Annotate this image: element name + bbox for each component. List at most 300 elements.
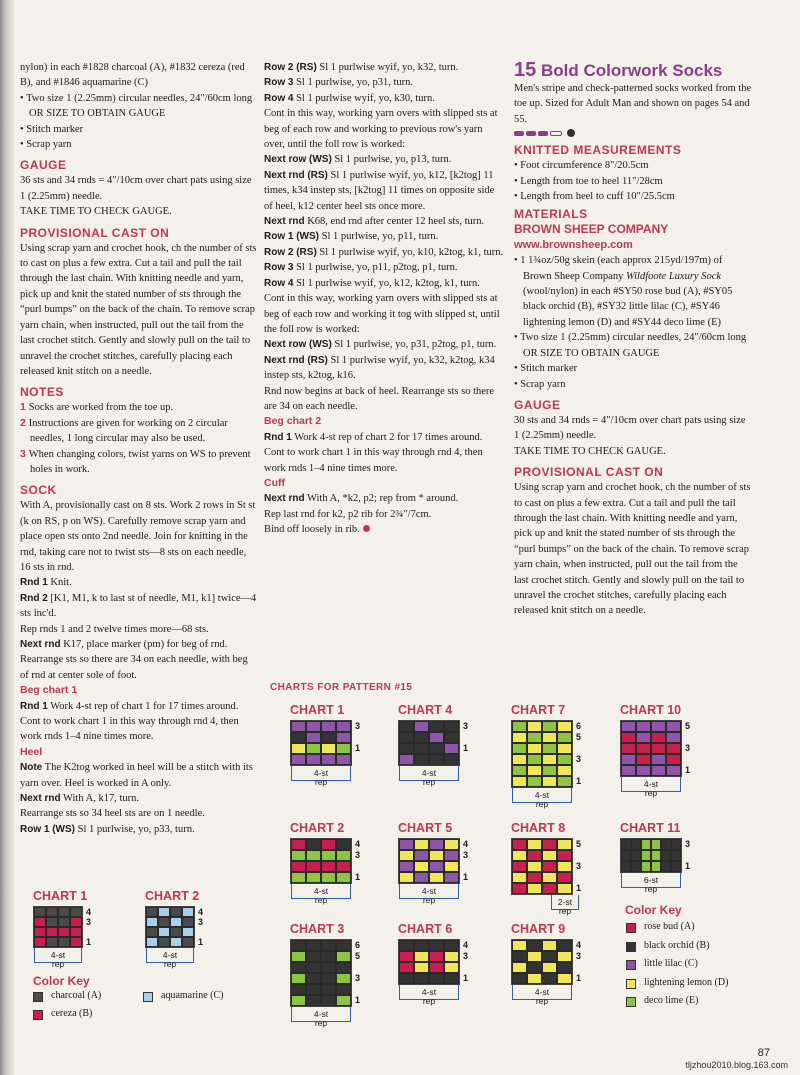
c4-row-label: 1 <box>463 743 469 753</box>
c11-grid <box>620 838 682 873</box>
chart-cell <box>429 732 444 743</box>
chart-cell <box>306 861 321 872</box>
c6-grid <box>398 939 460 985</box>
measure-toe-heel: • Length from toe to heel 11"/28cm <box>514 175 663 187</box>
chart-cell <box>321 973 336 984</box>
c11-title: CHART 11 <box>620 821 681 835</box>
chart-cell <box>641 850 651 861</box>
chart-cell <box>399 940 414 951</box>
c9-rep-label: 4-st <box>534 987 550 997</box>
chart-cell <box>661 850 671 861</box>
chart-cell <box>527 850 542 861</box>
chart-cell <box>336 984 351 995</box>
chart-cell <box>542 732 557 743</box>
chart-cell <box>321 962 336 973</box>
c1-row-label: 1 <box>355 743 361 753</box>
chart-cell <box>158 907 170 917</box>
chart-cell <box>542 872 557 883</box>
beg-chart2-heading: Beg chart 2 <box>264 415 322 428</box>
rnd-1: Rnd 1 Knit. <box>20 577 72 589</box>
chart-cell <box>621 861 631 872</box>
chart-cell <box>636 743 651 754</box>
chart-cell <box>399 754 414 765</box>
c9-row-label: 4 <box>576 940 582 950</box>
chart-cell <box>321 995 336 1006</box>
l2-rep-label: 4-st <box>162 950 178 960</box>
chart-cell <box>34 937 46 947</box>
c7-rep-label: 4-st <box>534 790 550 800</box>
materials-marker: • Stitch marker <box>20 123 84 135</box>
chart-cell <box>651 721 666 732</box>
beg-chart1-heading: Beg chart 1 <box>20 684 78 697</box>
chart-cell <box>46 917 58 927</box>
c10-rep-word: rep <box>644 788 658 798</box>
gauge-text: 36 sts and 34 rnds = 4"/10cm over chart pats using size 1 (2.25mm) needle. <box>20 175 252 202</box>
note-3: 3 When changing colors, twist yarns on WS to prevent holes in work. <box>20 447 251 475</box>
chart-cell <box>666 743 681 754</box>
materials-yarn: • 1 1¾oz/50g skein (each approx 215yd/197m) of Brown Sheep Company Wildfoote Luxury Sock (wool/nylon) in each #SY50 rose bud (A), #SY05 black orchid (B), #SY32 little lilac (C), #SY46 lightening lemon (D) and #SY44 deco lime (E) <box>514 255 733 328</box>
c5-grid <box>398 838 460 884</box>
heel-next-row-ws: Next row (WS) Sl 1 purlwise, yo, p13, turn. <box>264 154 452 166</box>
c5-row-label: 4 <box>463 839 469 849</box>
chart-cell <box>306 995 321 1006</box>
chart-cell <box>414 951 429 962</box>
chart-cell <box>46 937 58 947</box>
chart-cell <box>291 995 306 1006</box>
chart-cell <box>321 951 336 962</box>
chart-cell <box>321 732 336 743</box>
gauge-heading-2: GAUGE <box>514 397 561 412</box>
chart-cell <box>444 732 459 743</box>
c4-grid <box>398 720 460 766</box>
c7-row-label: 6 <box>576 721 582 731</box>
sock-heading: SOCK <box>20 483 57 498</box>
gauge-heading: GAUGE <box>20 158 67 173</box>
color-key-heading-left: Color Key <box>33 974 90 988</box>
chart-cell <box>636 754 651 765</box>
c11-row-label: 3 <box>685 839 691 849</box>
chart-cell <box>321 872 336 883</box>
materials-heading: MATERIALS <box>514 207 588 222</box>
c3-row-label: 3 <box>355 973 361 983</box>
chart-cell <box>444 962 459 973</box>
chart-cell <box>621 765 636 776</box>
chart-cell <box>321 940 336 951</box>
cuff-bind-off: Bind off loosely in rib. <box>264 522 504 537</box>
materials-marker-2: • Stitch marker <box>514 363 578 375</box>
column-middle <box>264 60 504 538</box>
c8-grid <box>511 838 573 895</box>
chart-cell <box>321 839 336 850</box>
color-swatch-B <box>626 942 636 952</box>
c2-title: CHART 2 <box>290 821 345 835</box>
chart-cell <box>542 776 557 787</box>
materials-needles: • Two size 1 (2.25mm) circular needles, 24"/60cm long OR SIZE TO OBTAIN GAUGE <box>20 92 253 120</box>
c7-row-label: 3 <box>576 754 582 764</box>
gauge-text-2: 30 sts and 34 rnds = 4"/10cm over chart pats using size 1 (2.25mm) needle. <box>514 414 746 442</box>
end-bullet-icon <box>363 525 370 532</box>
heel-cont-1: Cont in this way, working yarn overs with slipped sts at beg of each row and working to previous row's yarn over, until the foll row is worked: <box>264 108 498 151</box>
chart-cell <box>306 732 321 743</box>
c10-row-label: 5 <box>685 721 691 731</box>
chart-cell <box>399 962 414 973</box>
c8-row-label: 5 <box>576 839 582 849</box>
chart-cell <box>321 861 336 872</box>
chart-cell <box>170 927 182 937</box>
notes-heading: NOTES <box>20 385 64 400</box>
heel-b-row-4: Row 4 Sl 1 purlwise wyif, yo, k12, k2tog, k1, turn. <box>264 277 480 289</box>
chart-cell <box>512 732 527 743</box>
c9-row-label: 1 <box>576 973 582 983</box>
chart-cell <box>399 973 414 984</box>
color-key-label: lightening lemon (D) <box>644 976 729 988</box>
c6-title: CHART 6 <box>398 922 453 936</box>
chart-cell <box>336 721 351 732</box>
c8-row-label: 1 <box>576 883 582 893</box>
chart-cell <box>527 765 542 776</box>
cuff-rib: Rep last rnd for k2, p2 rib for 2¾"/7cm. <box>264 508 432 520</box>
chart-cell <box>399 721 414 732</box>
c6-row-label: 1 <box>463 973 469 983</box>
chart-cell <box>542 839 557 850</box>
chart-cell <box>661 839 671 850</box>
chart-cell <box>399 951 414 962</box>
l1-row-label: 3 <box>86 917 92 927</box>
chart-cell <box>429 743 444 754</box>
color-swatch-cA <box>33 992 43 1002</box>
c2-rep-word: rep <box>314 895 328 905</box>
chart-cell <box>444 839 459 850</box>
beg-chart2-rnd: Rnd 1 Work 4-st rep of chart 2 for 17 times around. <box>264 431 483 443</box>
chart-cell <box>70 907 82 917</box>
chart-cell <box>399 732 414 743</box>
c10-rep-label: 4-st <box>643 779 659 789</box>
heel-rnd-begins: Rnd now begins at back of heel. Rearrange sts so there are 34 on each needle. <box>264 385 495 412</box>
heel-note: Note The K2tog worked in heel will be a stitch with its yarn over. Heel is worked in A only. <box>20 762 253 789</box>
chart-cell <box>666 765 681 776</box>
heel-b-row-2: Row 2 (RS) Sl 1 purlwise wyif, yo, k10, k2tog, k1, turn. <box>264 246 504 258</box>
c4-rep-word: rep <box>422 777 436 787</box>
c3-title: CHART 3 <box>290 922 345 936</box>
chart-cell <box>527 872 542 883</box>
chart-cell <box>651 839 661 850</box>
watermark: tljzhou2010.blog.163.com <box>685 1060 788 1070</box>
chart-cell <box>414 940 429 951</box>
chart1-cont: Cont to work chart 1 in this way through rnd 4, then work rnds 1–4 nine times more. <box>20 716 239 743</box>
chart-cell <box>306 850 321 861</box>
provisional-text: Using scrap yarn and crochet hook, ch the number of sts to cast on plus a few extra. Cut a tail and pull the tail through the last chain. With knitting needle and yarn, pick up and knit the stated number of sts through the “purl bumps” on the back of the chain. To remove scrap yarn chain, when instructed, pull out the tail from the last crochet stitch. Gently and slowly pull on the tail to unravel the crochet stitches, carefully placing each released knit stitch on a needle. <box>20 242 257 377</box>
c6-rep-word: rep <box>422 996 436 1006</box>
chart-cell <box>429 839 444 850</box>
page-binding-edge <box>0 0 14 1075</box>
materials-needles-2: • Two size 1 (2.25mm) circular needles, 24"/60cm long OR SIZE TO OBTAIN GAUGE <box>514 332 747 359</box>
chart-cell <box>336 754 351 765</box>
chart-cell <box>291 962 306 973</box>
chart-cell <box>444 721 459 732</box>
chart-cell <box>321 743 336 754</box>
color-swatch-cB <box>33 1010 43 1020</box>
chart-cell <box>621 721 636 732</box>
rnd-2: Rnd 2 [K1, M1, k to last st of needle, M1, k1] twice—4 sts inc'd. <box>20 592 257 620</box>
c8-title: CHART 8 <box>511 821 566 835</box>
chart-cell <box>527 732 542 743</box>
beg-chart1-rnd: Rnd 1 Work 4-st rep of chart 1 for 17 times around. <box>20 700 239 712</box>
chart-cell <box>429 754 444 765</box>
l1-title: CHART 1 <box>33 889 88 903</box>
chart-cell <box>291 940 306 951</box>
heel-row-3: Row 3 Sl 1 purlwise, yo, p31, turn. <box>264 77 414 89</box>
note-2: 2 Instructions are given for working on 2 circular needles, 1 long circular may also be used. <box>20 416 228 445</box>
color-swatch-A <box>626 923 636 933</box>
chart-cell <box>621 850 631 861</box>
c6-rep-label: 4-st <box>421 987 437 997</box>
chart-cell <box>666 754 681 765</box>
color-swatch-C <box>626 960 636 970</box>
l2-row-label: 4 <box>198 907 204 917</box>
c9-title: CHART 9 <box>511 922 566 936</box>
rep-rnds: Rep rnds 1 and 2 twelve times more—68 sts. <box>20 623 209 635</box>
c3-row-label: 5 <box>355 951 361 961</box>
chart-cell <box>557 765 572 776</box>
chart-cell <box>444 754 459 765</box>
chart-cell <box>557 776 572 787</box>
c6-row-label: 3 <box>463 951 469 961</box>
chart-cell <box>34 917 46 927</box>
chart-cell <box>557 872 572 883</box>
l1-rep-word: rep <box>51 959 65 969</box>
chart-cell <box>651 765 666 776</box>
measure-heel-cuff: • Length from heel to cuff 10"/25.5cm <box>514 191 675 203</box>
chart-cell <box>336 732 351 743</box>
c7-title: CHART 7 <box>511 703 566 717</box>
chart-cell <box>70 937 82 947</box>
c10-row-label: 3 <box>685 743 691 753</box>
chart-cell <box>399 743 414 754</box>
chart-cell <box>512 754 527 765</box>
chart-cell <box>527 721 542 732</box>
chart-cell <box>182 917 194 927</box>
chart-cell <box>58 907 70 917</box>
c4-rep-label: 4-st <box>421 768 437 778</box>
chart-cell <box>631 861 641 872</box>
chart-cell <box>321 721 336 732</box>
chart-cell <box>651 754 666 765</box>
chart-cell <box>291 951 306 962</box>
l1-grid <box>33 906 83 948</box>
color-swatch-E <box>626 997 636 1007</box>
chart-cell <box>321 850 336 861</box>
chart-cell <box>336 850 351 861</box>
c3-rep-label: 4-st <box>313 1009 329 1019</box>
note-1: 1 Socks are worked from the toe up. <box>20 401 174 414</box>
chart2-cont: Cont to work chart 1 in this way through rnd 4, then work rnds 1–4 nine times more. <box>264 447 483 474</box>
chart-cell <box>399 839 414 850</box>
c2-grid <box>290 838 352 884</box>
chart-cell <box>291 839 306 850</box>
chart-cell <box>621 839 631 850</box>
l2-row-label: 3 <box>198 917 204 927</box>
chart-cell <box>34 907 46 917</box>
chart-cell <box>641 839 651 850</box>
chart-cell <box>444 940 459 951</box>
chart-cell <box>527 861 542 872</box>
chart-cell <box>291 850 306 861</box>
chart-cell <box>542 962 557 973</box>
chart-cell <box>444 861 459 872</box>
chart-cell <box>651 743 666 754</box>
chart-cell <box>557 951 572 962</box>
color-key-label: little lilac (C) <box>644 958 698 969</box>
chart-cell <box>158 937 170 947</box>
provisional-text-2: Using scrap yarn and crochet hook, ch the number of sts to cast on plus a few extra. Cut a tail and pull the tail through the last chain. With knitting needle and yarn, pick up and knit the stated number of sts through the “purl bumps” on the back of the chain. To remove scrap yarn chain, when instructed, pull out the tail from the last crochet stitch. Gently and slowly pull on the tail to unravel the crochet stitches, carefully placing each released knit stitch on a needle. <box>514 482 751 617</box>
chart-cell <box>182 907 194 917</box>
c11-row-label: 1 <box>685 861 691 871</box>
heel-row-1: Row 1 (WS) Sl 1 purlwise, yo, p33, turn. <box>20 823 195 835</box>
chart-cell <box>557 973 572 984</box>
chart-cell <box>444 973 459 984</box>
chart-cell <box>182 937 194 947</box>
chart-cell <box>542 765 557 776</box>
brand-name: BROWN SHEEP COMPANY <box>514 222 669 237</box>
c2-row-label: 1 <box>355 872 361 882</box>
c2-row-label: 4 <box>355 839 361 849</box>
chart-cell <box>557 839 572 850</box>
chart-cell <box>414 839 429 850</box>
chart-cell <box>58 927 70 937</box>
chart-cell <box>557 850 572 861</box>
c7-rep-word: rep <box>535 799 549 809</box>
chart-cell <box>306 973 321 984</box>
chart-cell <box>306 962 321 973</box>
chart-cell <box>306 951 321 962</box>
chart-cell <box>641 861 651 872</box>
chart-cell <box>512 883 527 894</box>
provisional-heading: PROVISIONAL CAST ON <box>20 225 170 240</box>
chart-cell <box>671 839 681 850</box>
chart-cell <box>542 973 557 984</box>
chart-cell <box>70 917 82 927</box>
chart-cell <box>46 907 58 917</box>
chart-cell <box>557 721 572 732</box>
heel-heading: Heel <box>20 745 43 758</box>
chart-cell <box>527 776 542 787</box>
l2-rep-word: rep <box>163 959 177 969</box>
chart-cell <box>429 872 444 883</box>
chart-cell <box>146 907 158 917</box>
heel-row-4: Row 4 Sl 1 purlwise wyif, yo, k30, turn. <box>264 92 435 104</box>
chart-cell <box>306 754 321 765</box>
color-key-label: deco lime (E) <box>644 995 699 1006</box>
c3-row-label: 6 <box>355 940 361 950</box>
chart-cell <box>671 861 681 872</box>
chart-cell <box>170 937 182 947</box>
color-key-label: rose bud (A) <box>644 921 695 932</box>
brand-url[interactable]: www.brownsheep.com <box>514 238 633 251</box>
chart-cell <box>542 951 557 962</box>
chart-cell <box>631 839 641 850</box>
c8-rep-word: rep <box>558 906 572 916</box>
chart-cell <box>444 850 459 861</box>
chart-cell <box>291 984 306 995</box>
chart-cell <box>321 984 336 995</box>
l1-row-label: 1 <box>86 937 92 947</box>
chart-cell <box>291 872 306 883</box>
heel-next-rnd-k68: Next rnd K68, end rnd after center 12 heel sts, turn. <box>264 216 485 228</box>
chart-cell <box>58 937 70 947</box>
heel-next-rnd-rs: Next rnd (RS) Sl 1 purlwise wyif, yo, k12, [k2tog] 11 times, k34 instep sts, [k2tog] 11 times on opposite side of heel, k12 center heel sts once more. <box>264 169 495 212</box>
chart-cell <box>557 732 572 743</box>
color-key-label: cereza (B) <box>51 1008 93 1019</box>
c10-grid <box>620 720 682 777</box>
chart-cell <box>306 721 321 732</box>
chart-cell <box>512 872 527 883</box>
chart-cell <box>444 951 459 962</box>
chart-cell <box>621 732 636 743</box>
chart-cell <box>414 962 429 973</box>
heel-next-row-ws-2: Next row (WS) Sl 1 purlwise, yo, p31, p2tog, p1, turn. <box>264 339 497 351</box>
chart-cell <box>429 721 444 732</box>
chart-cell <box>414 861 429 872</box>
chart-cell <box>527 883 542 894</box>
c9-grid <box>511 939 573 985</box>
l1-row-label: 4 <box>86 907 92 917</box>
chart-cell <box>671 850 681 861</box>
c5-row-label: 3 <box>463 850 469 860</box>
color-swatch-D <box>626 979 636 989</box>
chart-cell <box>306 839 321 850</box>
c10-title: CHART 10 <box>620 703 682 717</box>
heel-rearrange: Rearrange sts so 34 heel sts are on 1 needle. <box>20 808 205 820</box>
heel-next-rnd: Next rnd With A, k17, turn. <box>20 793 139 805</box>
chart-cell <box>291 721 306 732</box>
chart-cell <box>429 940 444 951</box>
c1-rep-word: rep <box>314 777 328 787</box>
gauge-check-2: TAKE TIME TO CHECK GAUGE. <box>514 445 666 457</box>
yarn-ball-icon <box>567 129 575 137</box>
chart-cell <box>336 861 351 872</box>
c1-rep-label: 4-st <box>313 768 329 778</box>
chart-cell <box>146 917 158 927</box>
chart-cell <box>182 927 194 937</box>
chart-cell <box>414 732 429 743</box>
c4-row-label: 3 <box>463 721 469 731</box>
c2-row-label: 3 <box>355 850 361 860</box>
chart-cell <box>429 861 444 872</box>
c5-row-label: 1 <box>463 872 469 882</box>
c7-grid <box>511 720 573 788</box>
chart-cell <box>557 962 572 973</box>
chart-cell <box>512 776 527 787</box>
heel-b-row-1: Row 1 (WS) Sl 1 purlwise, yo, p11, turn. <box>264 231 439 243</box>
color-key-label: charcoal (A) <box>51 990 102 1001</box>
chart-cell <box>291 732 306 743</box>
chart-cell <box>527 940 542 951</box>
color-swatch-cC <box>143 992 153 1002</box>
gauge-check: TAKE TIME TO CHECK GAUGE. <box>20 206 172 218</box>
pattern-description: Men's stripe and check-patterned socks worked from the toe up. Sized for Adult Man and shown on pages 54 and 55. <box>514 83 752 125</box>
l2-title: CHART 2 <box>145 889 200 903</box>
c3-row-label: 1 <box>355 995 361 1005</box>
chart-cell <box>399 850 414 861</box>
chart-cell <box>429 962 444 973</box>
chart-cell <box>414 872 429 883</box>
chart-cell <box>512 765 527 776</box>
chart-cell <box>414 754 429 765</box>
c11-rep-label: 6-st <box>643 875 659 885</box>
chart-cell <box>444 872 459 883</box>
chart-cell <box>158 917 170 927</box>
chart-cell <box>414 973 429 984</box>
